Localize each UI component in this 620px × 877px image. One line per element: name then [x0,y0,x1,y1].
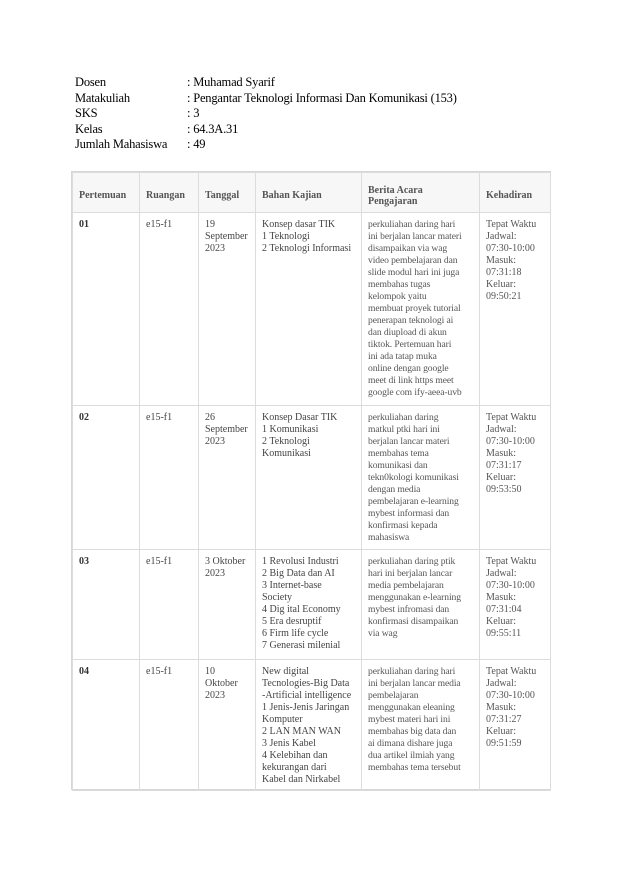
cell-text-line: menggunakan e-learning [368,592,461,603]
cell-text-line: video pembelajaran dan [368,255,458,266]
cell-text-line: konfirmasi disampaikan [368,616,459,627]
table-row [73,213,551,406]
cell-text-line: 07:30-10:00 [486,436,535,447]
cell-text-line: 3 Oktober [205,556,246,567]
cell-text-line: Masuk: [486,592,516,603]
cell-ruangan: e15-f1 [140,213,199,406]
column-header-ruangan: Ruangan [140,173,199,213]
cell-text-line: perkuliahan daring hari [368,666,456,677]
info-label: SKS [75,106,98,121]
cell-text-line: 09:53:50 [486,484,522,495]
cell-text-line: 1 Komunikasi [262,424,319,435]
cell-text-line: slide modul hari ini juga [368,267,460,278]
cell-text-line: September [205,424,248,435]
cell-text-line: kekurangan dari [262,762,327,773]
cell-text-line: online dengan google [368,363,449,374]
info-row-kelas [75,122,457,138]
cell-text-line: perkuliahan daring [368,412,439,423]
cell-text-line: tekn0kologi komunikasi [368,472,459,483]
cell-text-line: tiktok. Pertemuan hari [368,339,452,350]
cell-text-line: hari ini berjalan lancar [368,568,453,579]
cell-pertemuan: 01 [73,213,140,406]
cell-text-line: 2 Teknologi Informasi [262,243,352,254]
cell-pertemuan: 02 [73,406,140,550]
table-row [73,550,551,660]
cell-text-line: berjalan lancar materi [368,436,450,447]
cell-text-line: Keluar: [486,279,516,290]
cell-ruangan: e15-f1 [140,660,199,791]
cell-text-line: September [205,231,248,242]
cell-kehadiran [480,550,551,660]
column-header-kehadiran: Kehadiran [480,173,551,213]
cell-text-line: ini berjalan lancar media [368,678,461,689]
cell-text-line: Tepat Waktu [486,412,537,423]
cell-text-line: menggunakan eleaning [368,702,455,713]
cell-berita-acara [362,213,480,406]
cell-text-line: membahas tugas [368,279,431,290]
cell-text-line: disampaikan via wag [368,243,448,254]
cell-text-line: 09:55:11 [486,628,522,639]
info-row-jumlah-mahasiswa [75,137,457,153]
cell-text-line: 2 Teknologi [262,436,310,447]
info-value: : Muhamad Syarif [187,75,275,90]
cell-text-line: Tepat Waktu [486,666,537,677]
cell-text-line: perkuliahan daring ptik [368,556,456,567]
cell-text-line: membuat proyek tutorial [368,303,461,314]
cell-text-line: Keluar: [486,472,516,483]
cell-pertemuan: 03 [73,550,140,660]
cell-text-line: ini berjalan lancar materi [368,231,462,242]
cell-text-line: google com ify-aeea-uvb [368,387,462,398]
cell-text-line: 07:31:17 [486,460,522,471]
info-value: : 64.3A.31 [187,121,239,136]
cell-text-line: 7 Generasi milenial [262,640,341,651]
cell-text-line: Jadwal: [486,568,517,579]
cell-text-line: 2023 [205,436,225,447]
table-row [73,406,551,550]
cell-bahan-kajian [256,660,362,791]
cell-text-line: ini ada tatap muka [368,351,437,362]
cell-text-line: Tepat Waktu [486,219,537,230]
cell-text-line: dua artikel ilmiah yang [368,750,455,761]
cell-text-line: matkul ptki hari ini [368,424,440,435]
cell-text-line: 2023 [205,690,225,701]
cell-text-line: Masuk: [486,448,516,459]
cell-kehadiran [480,213,551,406]
info-value: : 49 [187,137,206,152]
cell-ruangan: e15-f1 [140,406,199,550]
info-row-dosen [75,75,457,91]
cell-text-line: Kabel dan Nirkabel [262,774,341,785]
cell-bahan-kajian [256,213,362,406]
attendance-table-container [71,171,551,790]
cell-text-line: New digital [262,666,309,677]
cell-text-line: 4 Kelebihan dan [262,750,328,761]
info-label: Kelas [75,121,103,136]
cell-text-line: Masuk: [486,255,516,266]
column-header-berita-acara: Berita Acara Pengajaran [362,173,480,213]
cell-text-line: Oktober [205,678,238,689]
cell-text-line: 2 Big Data dan AI [262,568,335,579]
cell-text-line: 6 Firm life cycle [262,628,329,639]
cell-text-line: komunikasi dan [368,460,428,471]
cell-text-line: 1 Jenis-Jenis Jaringan [262,702,350,713]
cell-text-line: Tecnologies-Big Data [262,678,350,689]
cell-text-line: mybest infromasi dan [368,604,450,615]
cell-text-line: 2023 [205,243,225,254]
cell-text-line: Komputer [262,714,303,725]
cell-pertemuan: 04 [73,660,140,791]
info-label: Matakuliah [75,90,130,105]
cell-text-line: 07:30-10:00 [486,243,535,254]
cell-text-line: pembelajaran [368,690,419,701]
cell-text-line: 1 Revolusi Industri [262,556,339,567]
cell-text-line: 07:30-10:00 [486,580,535,591]
column-header-tanggal: Tanggal [199,173,256,213]
table-header-row [73,173,551,213]
cell-text-line: Tepat Waktu [486,556,537,567]
cell-text-line: dan diupload di akun [368,327,447,338]
cell-text-line: via wag [368,628,398,639]
info-label: Jumlah Mahasiswa [75,137,168,152]
table-body [73,213,551,791]
column-header-pertemuan: Pertemuan [73,173,140,213]
cell-text-line: media pembelajaran [368,580,444,591]
cell-text-line: 09:51:59 [486,738,522,749]
info-value: : Pengantar Teknologi Informasi Dan Komunikasi (153) [187,90,457,105]
info-value: : 3 [187,106,200,121]
cell-text-line: -Artificial intelligence [262,690,352,701]
cell-text-line: ai dimana dishare juga [368,738,453,749]
cell-text-line: membahas tema tersebut [368,762,461,773]
cell-text-line: meet di link https meet [368,375,454,386]
info-label: Dosen [75,75,106,90]
cell-text-line: konfirmasi kepada [368,520,438,531]
cell-text-line: Komunikasi [262,448,311,459]
cell-text-line: 3 Internet-base [262,580,322,591]
cell-text-line: dengan media [368,484,421,495]
cell-text-line: 26 [205,412,215,423]
cell-text-line: kelompok yaitu [368,291,427,302]
cell-text-line: Keluar: [486,726,516,737]
cell-kehadiran [480,406,551,550]
cell-text-line: mahasiswa [368,532,410,543]
cell-text-line: 1 Teknologi [262,231,310,242]
cell-text-line: 10 [205,666,215,677]
cell-tanggal [199,406,256,550]
info-row-sks [75,106,457,122]
attendance-table [72,172,551,791]
cell-text-line: mybest informasi dan [368,508,450,519]
cell-text-line: Society [262,592,292,603]
cell-tanggal [199,660,256,791]
cell-bahan-kajian [256,406,362,550]
cell-text-line: Jadwal: [486,424,517,435]
cell-text-line: Keluar: [486,616,516,627]
cell-tanggal [199,213,256,406]
cell-text-line: Jadwal: [486,231,517,242]
cell-text-line: pembelajaran e-learning [368,496,459,507]
cell-text-line: 2023 [205,568,225,579]
cell-text-line: 3 Jenis Kabel [262,738,316,749]
cell-text-line: perkuliahan daring hari [368,219,456,230]
cell-text-line: 07:31:27 [486,714,522,725]
cell-ruangan: e15-f1 [140,550,199,660]
cell-text-line: 07:31:04 [486,604,522,615]
cell-bahan-kajian [256,550,362,660]
cell-text-line: membahas big data dan [368,726,457,737]
cell-berita-acara [362,550,480,660]
cell-text-line: 5 Era desruptif [262,616,322,627]
course-info-header [75,75,457,153]
cell-text-line: 2 LAN MAN WAN [262,726,341,737]
cell-tanggal [199,550,256,660]
cell-text-line: penerapan teknologi ai [368,315,454,326]
cell-text-line: membahas tema [368,448,429,459]
column-header-bahan-kajian: Bahan Kajian [256,173,362,213]
cell-text-line: 4 Dig ital Economy [262,604,341,615]
cell-berita-acara [362,660,480,791]
cell-text-line: Jadwal: [486,678,517,689]
cell-text-line: Konsep dasar TIK [262,219,336,230]
table-row [73,660,551,791]
cell-text-line: mybest materi hari ini [368,714,451,725]
cell-text-line: 07:31:18 [486,267,522,278]
cell-text-line: Masuk: [486,702,516,713]
cell-text-line: 19 [205,219,215,230]
cell-berita-acara [362,406,480,550]
info-row-matakuliah [75,91,457,107]
cell-text-line: 07:30-10:00 [486,690,535,701]
cell-text-line: Konsep Dasar TIK [262,412,338,423]
cell-text-line: 09:50:21 [486,291,522,302]
cell-kehadiran [480,660,551,791]
